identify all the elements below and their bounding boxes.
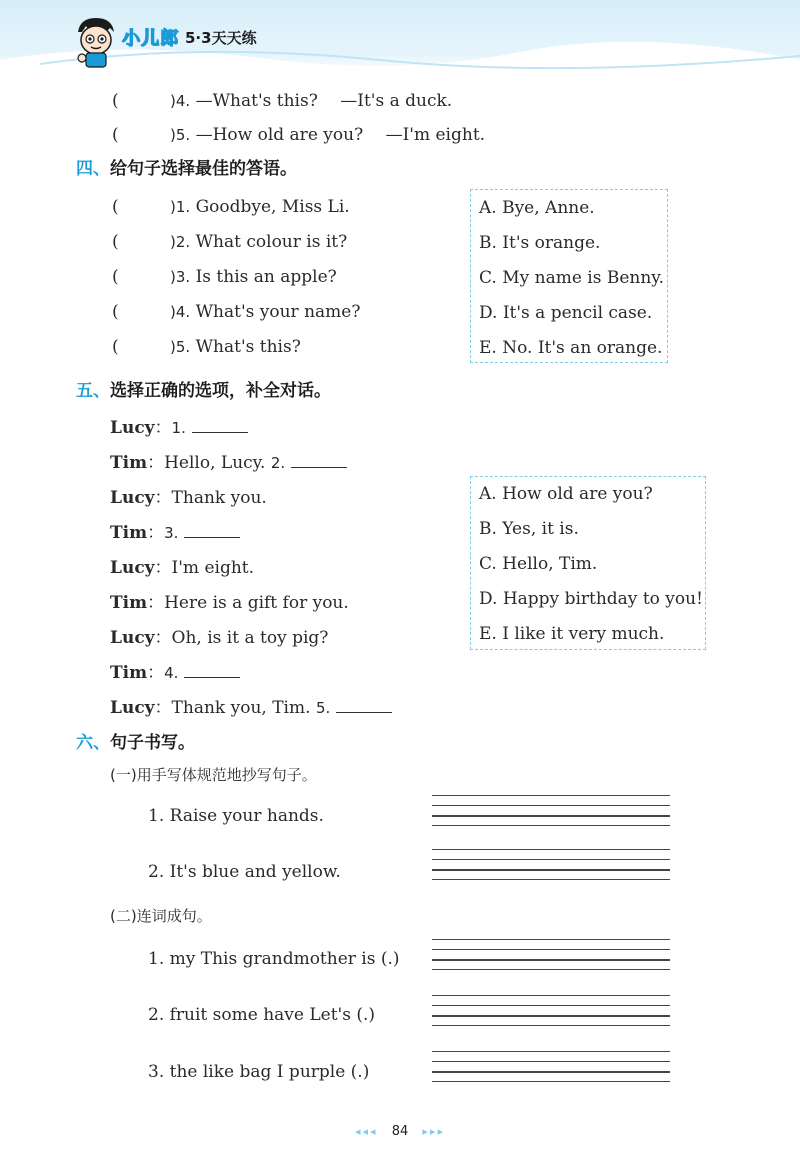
option-item: E. No. It's an orange. (479, 338, 663, 358)
section-number: 四、 (76, 159, 110, 179)
dialogue-line (110, 693, 392, 718)
section-title-text: 给句子选择最佳的答语。 (110, 159, 297, 179)
colon: ： (154, 628, 172, 648)
question-row (112, 232, 347, 252)
colon: ： (154, 698, 172, 718)
answer-blank[interactable] (291, 453, 347, 468)
word-order-question: 2. fruit some have Let's (.) (148, 1005, 376, 1025)
question-number: )3. (170, 268, 191, 286)
subsection-title: (一)用手写体规范地抄写句子。 (110, 766, 317, 784)
answer-blank[interactable] (184, 523, 240, 538)
dialogue-line (110, 518, 240, 543)
colon: ： (147, 593, 165, 613)
question-text: What colour is it? (195, 232, 348, 252)
question-text: What's your name? (195, 302, 361, 322)
option-item: B. It's orange. (479, 233, 601, 253)
question-text: —How old are you? —I'm eight. (195, 125, 486, 145)
question-number: )4. (170, 303, 191, 321)
left-arrows-icon: ◂◂◂ (355, 1125, 378, 1138)
colon: ： (147, 663, 165, 683)
section-4-title (76, 154, 297, 179)
dialogue-line (110, 413, 248, 438)
dialogue-line (110, 623, 328, 648)
brand (122, 24, 257, 50)
option-item: A. Bye, Anne. (479, 198, 595, 218)
question-text: —What's this? —It's a duck. (195, 91, 453, 111)
word-order-question: 3. the like bag I purple (.) (148, 1062, 370, 1082)
answer-blank[interactable] (336, 698, 392, 713)
option-item: C. My name is Benny. (479, 268, 665, 288)
section-title-text: 句子书写。 (110, 733, 195, 753)
speaker-name: Tim (110, 523, 148, 543)
question-number: )2. (170, 233, 191, 251)
section-number: 五、 (76, 381, 110, 401)
dialogue-text: Hello, Lucy. (164, 453, 266, 473)
dialogue-text: Here is a gift for you. (164, 593, 349, 613)
answer-blank[interactable] (184, 663, 240, 678)
speaker-name: Lucy (110, 418, 155, 438)
speaker-name: Tim (110, 453, 148, 473)
option-item: E. I like it very much. (479, 624, 665, 644)
question-row (112, 120, 485, 145)
option-item: D. It's a pencil case. (479, 303, 653, 323)
subsection-title: (二)连词成句。 (110, 907, 212, 925)
copy-sentence: 1. Raise your hands. (148, 806, 324, 826)
colon: ： (147, 453, 165, 473)
dialogue-line (110, 588, 349, 613)
dialogue-text: Thank you, Tim. (171, 698, 311, 718)
section-number: 六、 (76, 733, 110, 753)
question-row (112, 267, 337, 287)
header-wave-decoration (0, 30, 800, 90)
dialogue-text: I'm eight. (171, 558, 255, 578)
answer-paren[interactable]: ( (112, 91, 119, 111)
speaker-name: Lucy (110, 488, 155, 508)
mascot-boy-icon (72, 14, 118, 68)
dialogue-line (110, 483, 267, 508)
options-box (470, 189, 668, 363)
speaker-name: Tim (110, 663, 148, 683)
answer-paren[interactable]: ( (112, 232, 119, 252)
dialogue-line (110, 658, 240, 683)
question-row (112, 337, 301, 357)
brand-logo: 小儿郎 (122, 28, 179, 49)
option-item: D. Happy birthday to you! (479, 589, 703, 609)
option-item: A. How old are you? (479, 484, 653, 504)
question-row (112, 86, 452, 111)
speaker-name: Tim (110, 593, 148, 613)
speaker-name: Lucy (110, 558, 155, 578)
colon: ： (154, 488, 172, 508)
dialogue-line (110, 553, 254, 578)
question-number: )4. (170, 92, 191, 110)
question-number: )5. (170, 126, 191, 144)
copy-sentence: 2. It's blue and yellow. (148, 862, 341, 882)
answer-paren[interactable]: ( (112, 125, 119, 145)
blank-number: 1. (171, 419, 186, 437)
question-text: What's this? (195, 337, 301, 357)
blank-number: 3. (164, 524, 179, 542)
brand-subtitle: 5·3天天练 (185, 28, 257, 47)
blank-number: 5. (315, 699, 331, 717)
section-5-title (76, 376, 331, 401)
dialogue-line (110, 448, 347, 473)
options-box (470, 476, 706, 650)
dialogue-text: Oh, is it a toy pig? (171, 628, 329, 648)
colon: ： (154, 418, 172, 438)
question-text: Is this an apple? (195, 267, 337, 287)
page-number: 84 (391, 1124, 409, 1139)
right-arrows-icon: ▸▸▸ (422, 1125, 445, 1138)
page-footer (0, 1124, 800, 1139)
word-order-question: 1. my This grandmother is (.) (148, 949, 400, 969)
answer-paren[interactable]: ( (112, 197, 119, 217)
blank-number: 4. (164, 664, 179, 682)
section-6-title (76, 728, 195, 753)
question-row (112, 197, 350, 217)
question-number: )1. (170, 198, 191, 216)
question-text: Goodbye, Miss Li. (195, 197, 350, 217)
colon: ： (154, 558, 172, 578)
speaker-name: Lucy (110, 698, 155, 718)
section-title-text: 选择正确的选项，补全对话。 (110, 381, 331, 401)
question-number: )5. (170, 338, 191, 356)
answer-paren[interactable]: ( (112, 267, 119, 287)
speaker-name: Lucy (110, 628, 155, 648)
answer-blank[interactable] (192, 418, 248, 433)
dialogue-text: Thank you. (171, 488, 267, 508)
option-item: C. Hello, Tim. (479, 554, 598, 574)
answer-paren[interactable]: ( (112, 337, 119, 357)
question-row (112, 302, 360, 322)
answer-paren[interactable]: ( (112, 302, 119, 322)
option-item: B. Yes, it is. (479, 519, 579, 539)
colon: ： (147, 523, 165, 543)
blank-number: 2. (270, 454, 286, 472)
